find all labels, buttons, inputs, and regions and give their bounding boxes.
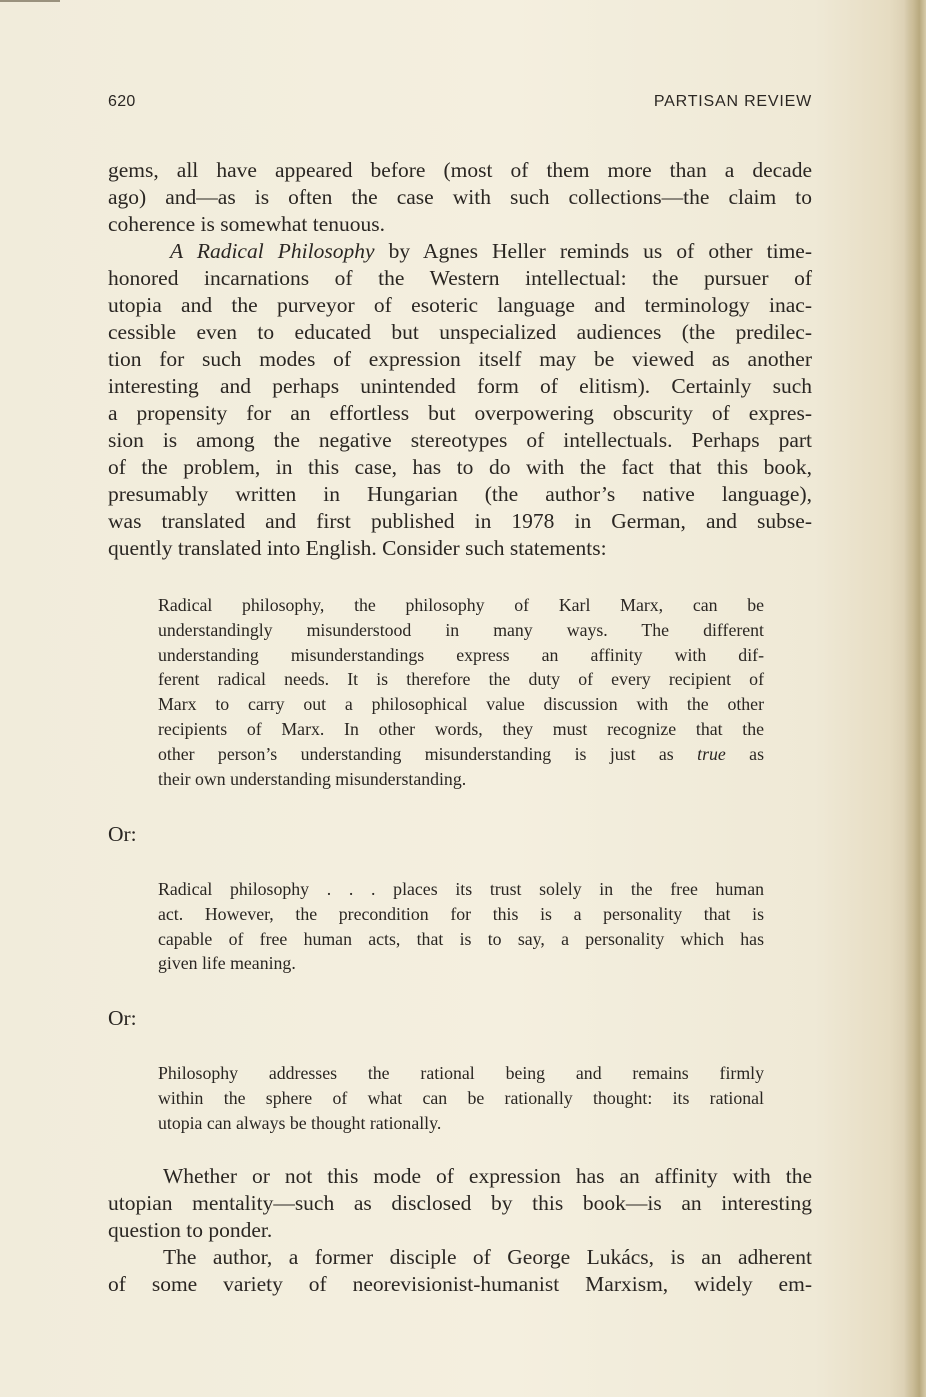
or-label-2: Or: [108,1006,137,1030]
paragraph-1 [108,157,812,562]
book-title: A Radical Philosophy [170,239,375,263]
block-quote-2 [158,877,764,976]
paragraph-line: gems, all have appeared before (most of them more than a decade [108,158,812,182]
quote-line: capable of free human acts, that is to say, a personality which has [158,928,764,949]
paragraph-line: sion is among the negative stereotypes of intellectuals. Perhaps part [108,428,812,452]
paragraph-line: cessible even to educated but unspecialized audiences (the predilec- [108,320,812,344]
quote-line: Radical philosophy, the philosophy of Karl Marx, can be [158,595,764,615]
or-label-1: Or: [108,822,137,846]
paragraph-line: ago) and—as is often the case with such collections—the claim to [108,185,812,209]
running-head [108,93,812,117]
paragraph-line: of some variety of neorevisionist-humanist Marxism, widely em- [108,1272,812,1296]
quote-text: other person’s understanding misunderstanding is just as [158,743,698,764]
emphasis-true: true [697,743,726,764]
paragraph-2-first-line [108,238,812,265]
paragraph-line: utopia and the purveyor of esoteric language and terminology inac- [108,293,812,317]
quote-line: Marx to carry out a philosophical value discussion with the other [158,694,764,715]
paragraph-3 [108,1163,812,1298]
block-quote-1 [158,593,764,791]
book-binding-edge [904,0,926,1397]
journal-title: PARTISAN REVIEW [653,93,812,110]
quote-line: ferent radical needs. It is therefore the duty of every recipient of [158,669,764,690]
paragraph-line: interesting and perhaps unintended form of elitism). Certainly such [108,374,812,398]
paragraph-line: was translated and first published in 1978 in German, and subse- [108,509,812,533]
paragraph-line: utopian mentality—such as disclosed by this book—is an interesting [108,1191,812,1215]
quote-line: act. However, the precondition for this is a personality that is [158,903,764,924]
paragraph-line: The author, a former disciple of George Lukács, is an adherent [163,1245,812,1269]
quote-line: within the sphere of what can be rationally thought: its rational [158,1087,764,1108]
paragraph-line: a propensity for an effortless but overpowering obscurity of expres- [108,401,812,425]
paragraph-line: question to ponder. [108,1218,273,1242]
block-quote-3 [158,1061,764,1135]
paragraph-line: of the problem, in this case, has to do with the fact that this book, [108,455,812,479]
page-number: 620 [108,93,136,110]
quote-line: given life meaning. [158,953,296,974]
paragraph-line: coherence is somewhat tenuous. [108,212,386,236]
paragraph-line: Whether or not this mode of expression has an affinity with the [163,1164,812,1188]
paragraph-line-rest: by Agnes Heller reminds us of other time- [374,239,813,263]
quote-line: recipients of Marx. In other words, they must recognize that the [158,718,764,739]
paragraph-line: quently translated into English. Consider such statements: [108,536,607,560]
top-rule [0,0,60,2]
quote-line [158,742,764,767]
quote-text: as [725,743,764,764]
quote-line: their own understanding misunderstanding. [158,768,467,789]
quote-line: Radical philosophy . . . places its trust solely in the free human [158,879,764,899]
quote-line: understanding misunderstandings express an affinity with dif- [158,644,764,665]
quote-line: utopia can always be thought rationally. [158,1112,442,1133]
quote-line: Philosophy addresses the rational being and remains firmly [158,1063,764,1083]
paragraph-line: honored incarnations of the Western intellectual: the pursuer of [108,266,812,290]
paragraph-line: presumably written in Hungarian (the author’s native language), [108,482,812,506]
quote-line: understandingly misunderstood in many ways. The different [158,619,764,640]
paragraph-line: tion for such modes of expression itself may be viewed as another [108,347,812,371]
